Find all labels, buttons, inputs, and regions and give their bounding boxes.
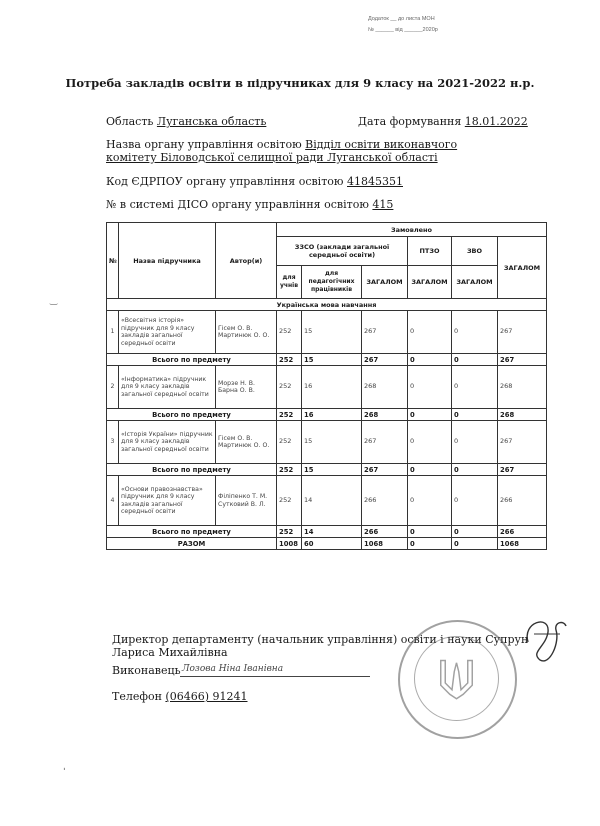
- row-teachers: 15: [302, 421, 362, 464]
- subtotal-students: 252: [277, 526, 302, 538]
- signature-scribble-icon: [520, 612, 570, 667]
- row-author: Гісем О. В. Мартинюк О. О.: [216, 421, 277, 464]
- date-value: 18.01.2022: [464, 115, 528, 128]
- row-total: 266: [498, 476, 547, 526]
- grand-total-zzso-total: 1068: [362, 538, 408, 550]
- subtotal-total: 267: [498, 464, 547, 476]
- row-zzso-total: 267: [362, 311, 408, 354]
- row-total: 267: [498, 311, 547, 354]
- subtotal-label: Всього по предмету: [107, 464, 277, 476]
- note-line-2: № ______ від ______2020р: [368, 27, 438, 33]
- org-label: Назва органу управління освітою: [106, 138, 302, 151]
- subtotal-ptzo: 0: [408, 409, 452, 421]
- row-zvo: 0: [452, 476, 498, 526]
- phone-value: (06466) 91241: [165, 690, 248, 703]
- executor-name: Лозова Ніна Іванівна: [182, 664, 284, 674]
- col-header-zvo: ЗВО: [452, 237, 498, 266]
- document-reference-note: [368, 14, 438, 36]
- row-num: 4: [107, 476, 119, 526]
- col-header-total: ЗАГАЛОМ: [498, 237, 547, 299]
- subtotal-label: Всього по предмету: [107, 409, 277, 421]
- table-row: [107, 366, 547, 409]
- executor-underline: [180, 676, 370, 677]
- region-label: Область: [106, 115, 154, 128]
- subtotal-total: 267: [498, 354, 547, 366]
- col-header-author: Автор(и): [216, 223, 277, 299]
- row-zzso-total: 266: [362, 476, 408, 526]
- table-row: [107, 476, 547, 526]
- col-header-ordered: Замовлено: [277, 223, 547, 237]
- subtotal-zvo: 0: [452, 526, 498, 538]
- subtotal-label: Всього по предмету: [107, 526, 277, 538]
- row-zvo: 0: [452, 311, 498, 354]
- subtotal-zvo: 0: [452, 409, 498, 421]
- row-zzso-total: 267: [362, 421, 408, 464]
- subtotal-ptzo: 0: [408, 526, 452, 538]
- subtotal-label: Всього по предмету: [107, 354, 277, 366]
- margin-mark-icon: ‿: [50, 296, 58, 306]
- row-num: 2: [107, 366, 119, 409]
- row-ptzo: 0: [408, 311, 452, 354]
- subtotal-students: 252: [277, 354, 302, 366]
- grand-total-label: РАЗОМ: [107, 538, 277, 550]
- col-header-students: для учнів: [277, 266, 302, 299]
- subtotal-zzso-total: 268: [362, 409, 408, 421]
- official-seal-icon: [398, 620, 517, 739]
- subtotal-teachers: 15: [302, 354, 362, 366]
- date-line: [358, 115, 528, 128]
- subtotal-zzso-total: 267: [362, 464, 408, 476]
- row-book: «Всесвітня історія» підручник для 9 класу закладів загальної середньої освіти: [119, 311, 216, 354]
- date-label: Дата формування: [358, 115, 462, 128]
- org-value: Відділ освіти виконавчого комітету Біловодської селищної ради Луганської області: [106, 138, 458, 164]
- col-header-zzso: ЗЗСО (заклади загальної середньої освіти): [277, 237, 408, 266]
- grand-total-total: 1068: [498, 538, 547, 550]
- signature-position: Директор департаменту (начальник управління) освіти і науки: [112, 633, 482, 646]
- subtotal-total: 268: [498, 409, 547, 421]
- row-author: Гісем О. В. Мартинюк О. О.: [216, 311, 277, 354]
- region-value: Луганська область: [156, 115, 267, 128]
- subtotal-teachers: 14: [302, 526, 362, 538]
- row-book: «Інформатика» підручник для 9 класу закладів загальної середньої освіти: [119, 366, 216, 409]
- row-students: 252: [277, 476, 302, 526]
- grand-total-zvo: 0: [452, 538, 498, 550]
- disco-value: 415: [372, 198, 394, 211]
- row-author: Філіпенко Т. М. Сутковий В. Л.: [216, 476, 277, 526]
- row-total: 268: [498, 366, 547, 409]
- subtotal-students: 252: [277, 464, 302, 476]
- edrpou-line: [106, 175, 403, 188]
- col-header-book: Назва підручника: [119, 223, 216, 299]
- col-header-teachers: для педагогічних працівників: [302, 266, 362, 299]
- org-line: [106, 138, 506, 164]
- row-students: 252: [277, 311, 302, 354]
- subtotal-zvo: 0: [452, 354, 498, 366]
- grand-total-students: 1008: [277, 538, 302, 550]
- row-num: 3: [107, 421, 119, 464]
- subtotal-row: [107, 526, 547, 538]
- table-row: [107, 421, 547, 464]
- subtotal-ptzo: 0: [408, 464, 452, 476]
- executor-label: Виконавець: [112, 664, 181, 677]
- signer-name: Супрун Лариса Михайлівна: [112, 633, 529, 659]
- language-row: Українська мова навчання: [107, 299, 547, 311]
- row-ptzo: 0: [408, 476, 452, 526]
- row-author: Морзе Н. В. Барна О. В.: [216, 366, 277, 409]
- row-zvo: 0: [452, 421, 498, 464]
- subtotal-zzso-total: 266: [362, 526, 408, 538]
- col-header-zzso-sum: ЗАГАЛОМ: [362, 266, 408, 299]
- col-header-ptzo-sum: ЗАГАЛОМ: [408, 266, 452, 299]
- row-teachers: 14: [302, 476, 362, 526]
- edrpou-value: 41845351: [347, 175, 403, 188]
- subtotal-students: 252: [277, 409, 302, 421]
- row-students: 252: [277, 366, 302, 409]
- subtotal-teachers: 15: [302, 464, 362, 476]
- row-students: 252: [277, 421, 302, 464]
- phone-label: Телефон: [112, 690, 162, 703]
- textbook-needs-table: [106, 222, 547, 550]
- row-teachers: 16: [302, 366, 362, 409]
- phone-line: [112, 690, 248, 703]
- subtotal-zvo: 0: [452, 464, 498, 476]
- row-book: «Основи правознавства» підручник для 9 класу закладів загальної середньої освіти: [119, 476, 216, 526]
- subtotal-ptzo: 0: [408, 354, 452, 366]
- subtotal-row: [107, 409, 547, 421]
- margin-dot-icon: ˈ: [63, 768, 66, 778]
- grand-total-ptzo: 0: [408, 538, 452, 550]
- row-zzso-total: 268: [362, 366, 408, 409]
- row-teachers: 15: [302, 311, 362, 354]
- subtotal-zzso-total: 267: [362, 354, 408, 366]
- row-ptzo: 0: [408, 366, 452, 409]
- col-header-ptzo: ПТЗО: [408, 237, 452, 266]
- row-book: «Історія України» підручник для 9 класу закладів загальної середньої освіти: [119, 421, 216, 464]
- col-header-num: №: [107, 223, 119, 299]
- subtotal-teachers: 16: [302, 409, 362, 421]
- grand-total-row: [107, 538, 547, 550]
- subtotal-row: [107, 464, 547, 476]
- edrpou-label: Код ЄДРПОУ органу управління освітою: [106, 175, 344, 188]
- note-line-1: Додаток __ до листа МОН: [368, 16, 435, 22]
- row-zvo: 0: [452, 366, 498, 409]
- disco-line: [106, 198, 393, 211]
- col-header-zvo-sum: ЗАГАЛОМ: [452, 266, 498, 299]
- row-num: 1: [107, 311, 119, 354]
- document-title: Потреба закладів освіти в підручниках для 9 класу на 2021-2022 н.р.: [65, 76, 535, 90]
- subtotal-total: 266: [498, 526, 547, 538]
- grand-total-teachers: 60: [302, 538, 362, 550]
- table-row: [107, 311, 547, 354]
- subtotal-row: [107, 354, 547, 366]
- disco-label: № в системі ДІСО органу управління освітою: [106, 198, 369, 211]
- region-line: [106, 115, 266, 128]
- row-ptzo: 0: [408, 421, 452, 464]
- row-total: 267: [498, 421, 547, 464]
- trident-icon: [434, 656, 479, 701]
